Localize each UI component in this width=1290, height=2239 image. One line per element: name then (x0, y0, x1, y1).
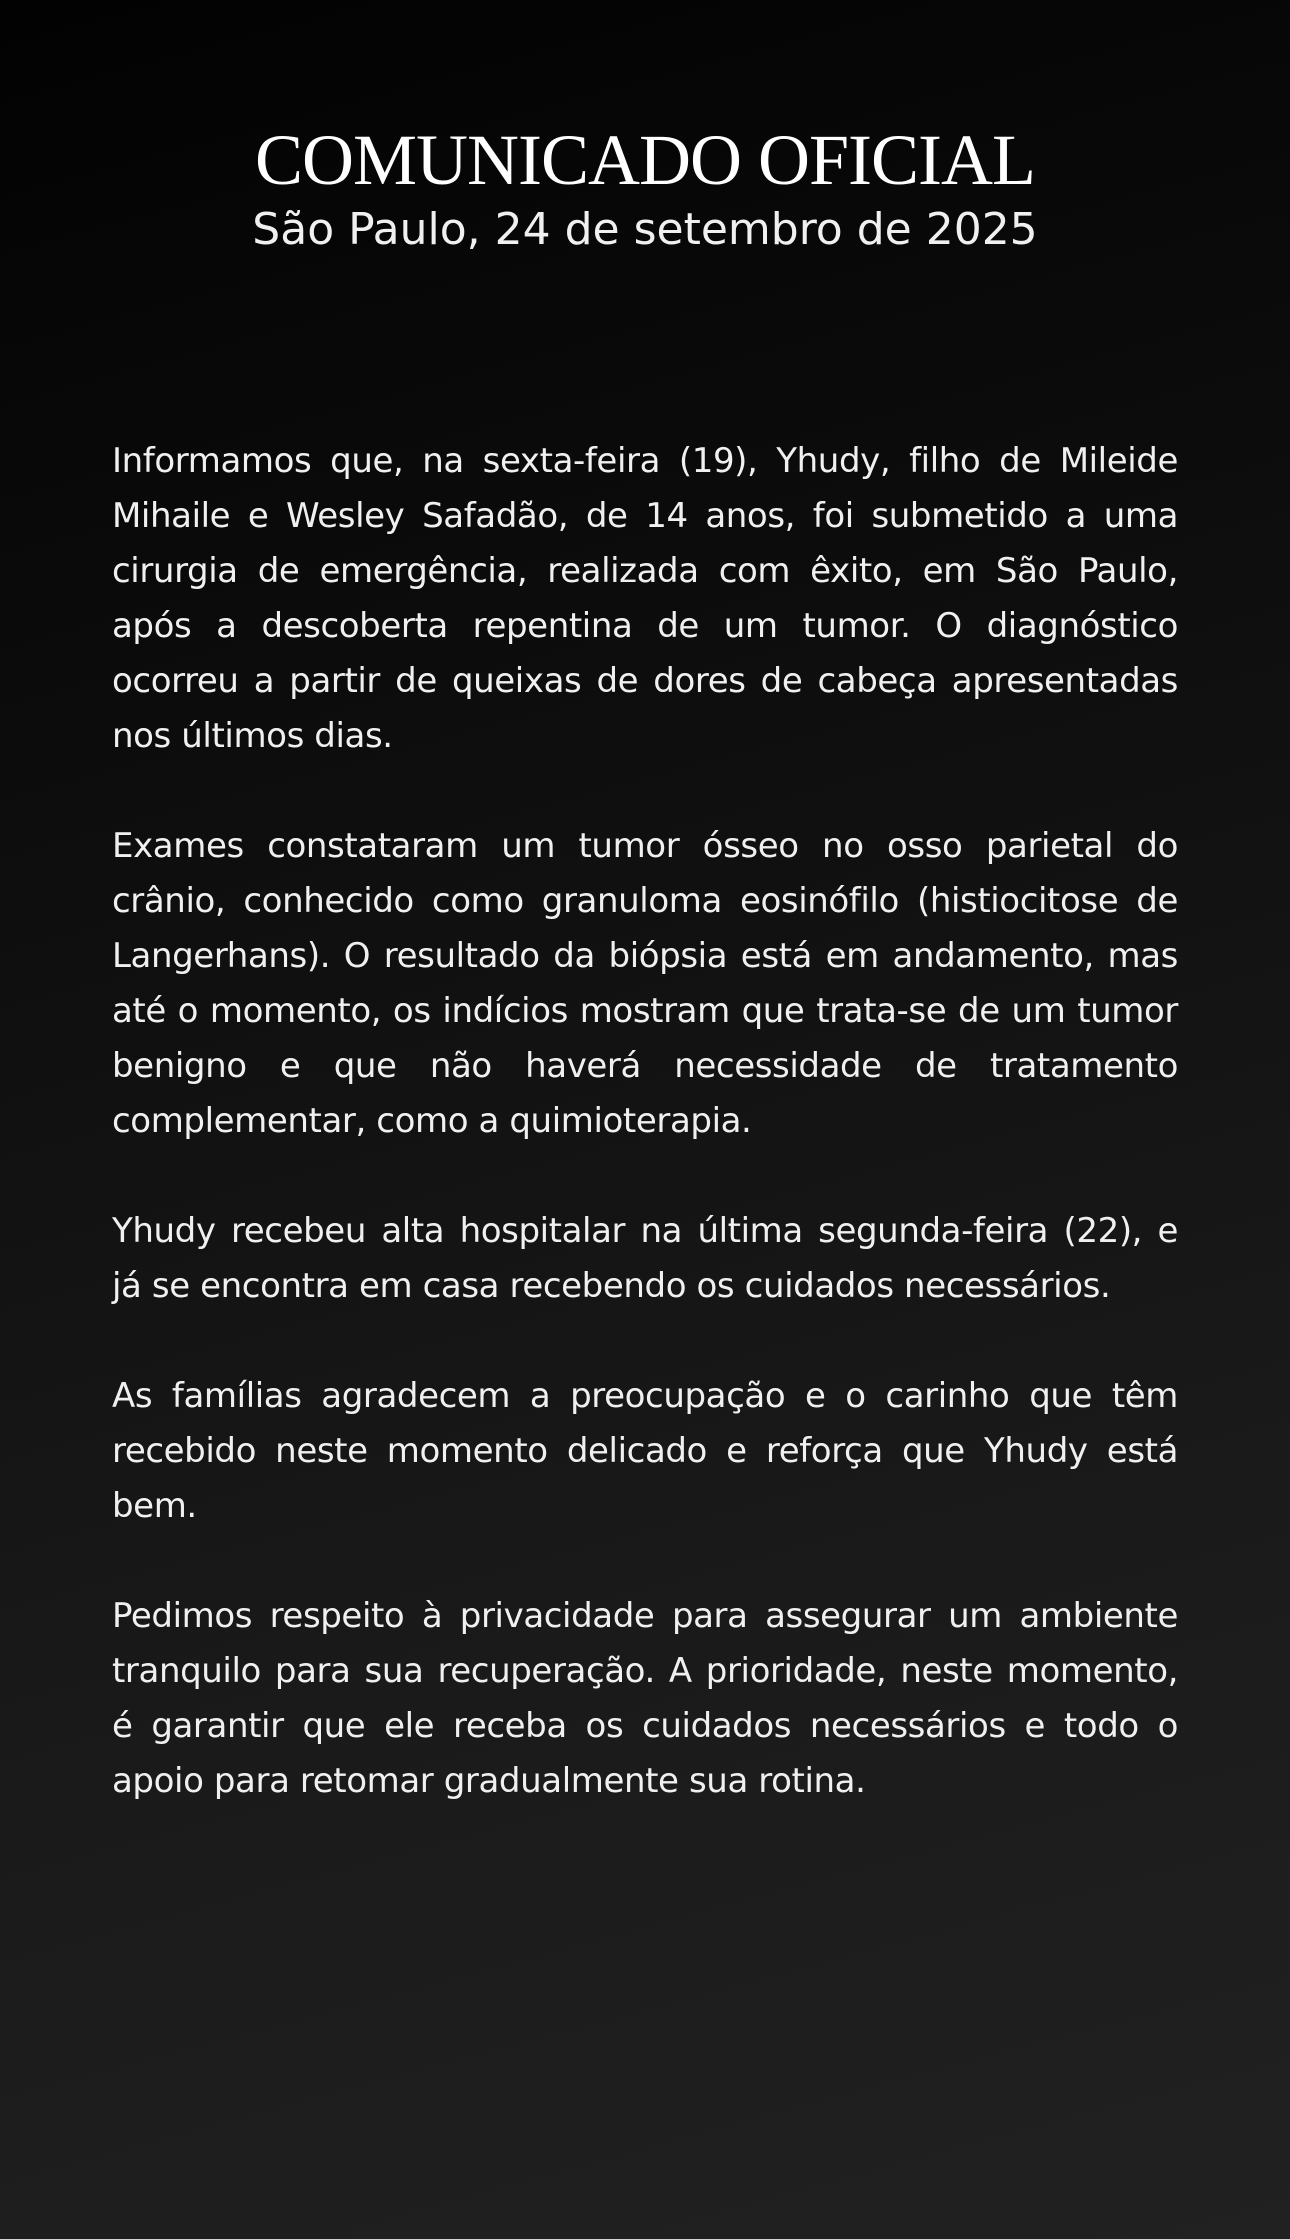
paragraph-1: Informamos que, na sexta-feira (19), Yhudy, filho de Mileide Mihaile e Wesley Safadão, de 14 anos, foi submetido a uma cirurgia de emergência, realizada com êxito, em São Paulo, após a descoberta repentina de um tumor. O diagnóstico ocorreu a partir de queixas de dores de cabeça apresentadas nos últimos dias. (112, 441, 1178, 756)
paragraph-4: As famílias agradecem a preocupação e o carinho que têm recebido neste momento delicado e reforça que Yhudy está bem. (112, 1376, 1178, 1526)
statement-body (112, 434, 1178, 1864)
statement-title: COMUNICADO OFICIAL (254, 120, 1035, 200)
place-and-date: São Paulo, 24 de setembro de 2025 (252, 204, 1038, 255)
statement-header (0, 118, 1290, 258)
paragraph-3: Yhudy recebeu alta hospitalar na última segunda-feira (22), e já se encontra em casa recebendo os cuidados necessários. (112, 1211, 1178, 1306)
paragraph-5: Pedimos respeito à privacidade para assegurar um ambiente tranquilo para sua recuperação. A prioridade, neste momento, é garantir que ele receba os cuidados necessários e todo o apoio para retomar gradualmente sua rotina. (112, 1596, 1178, 1801)
paragraph-2: Exames constataram um tumor ósseo no osso parietal do crânio, conhecido como granuloma eosinófilo (histiocitose de Langerhans). O resultado da biópsia está em andamento, mas até o momento, os indícios mostram que trata-se de um tumor benigno e que não haverá necessidade de tratamento complementar, como a quimioterapia. (112, 826, 1178, 1141)
